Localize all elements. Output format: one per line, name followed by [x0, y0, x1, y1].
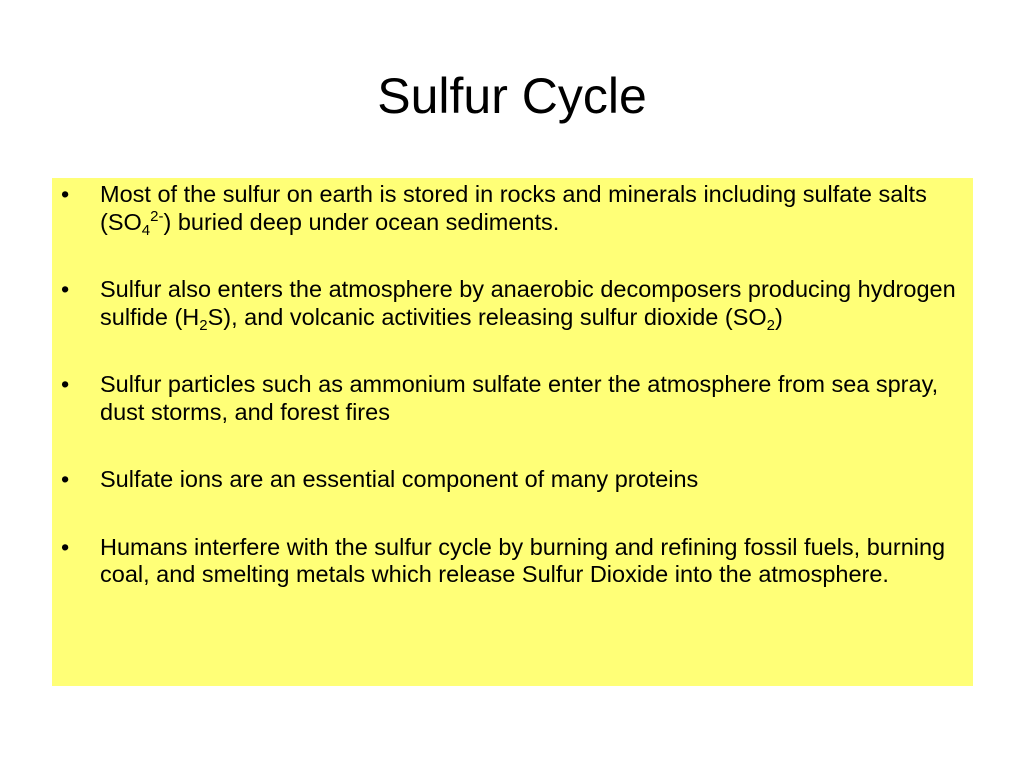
bullet-item-sulfate-ions [52, 466, 973, 494]
bullet-icon: • [61, 181, 70, 207]
subscript: 4 [141, 221, 151, 239]
bullet-text: Sulfate ions are an essential component of many proteins [100, 466, 699, 492]
bullet-text-part: Sulfur also enters the atmosphere by anaerobic decomposers producing hydrogen sulfide (H [100, 276, 956, 330]
bullet-text-part: ) [775, 303, 783, 330]
bullet-text [100, 181, 927, 239]
bullet-text-part: S), and volcanic activities releasing sulfur dioxide (SO [207, 303, 767, 330]
bullet-text [100, 276, 956, 334]
slide-title: Sulfur Cycle [377, 68, 647, 124]
bullet-list [52, 181, 973, 629]
content-box [52, 178, 973, 686]
bullet-icon: • [61, 371, 70, 397]
bullet-icon: • [61, 533, 70, 560]
bullet-item-atmosphere-entry [52, 276, 973, 334]
bullet-item-sulfur-particles [52, 371, 973, 426]
subscript: 2 [199, 316, 208, 334]
bullet-icon: • [61, 276, 70, 302]
bullet-text-part: ) buried deep under ocean sediments. [163, 208, 560, 235]
bullet-item-human-interference [52, 534, 973, 589]
bullet-text: Sulfur particles such as ammonium sulfate enter the atmosphere from sea spray, dust storms, and forest fires [100, 371, 939, 425]
superscript: 2- [150, 207, 164, 225]
bullet-item-sulfur-storage [52, 181, 973, 239]
bullet-text: Humans interfere with the sulfur cycle by burning and refining fossil fuels, burning coal, and smelting metals which release Sulfur Dioxide into the atmosphere. [100, 533, 946, 587]
bullet-text-part: Most of the sulfur on earth is stored in rocks and minerals including sulfate salts (SO [100, 181, 927, 235]
bullet-icon: • [61, 466, 70, 492]
subscript: 2 [766, 316, 775, 334]
